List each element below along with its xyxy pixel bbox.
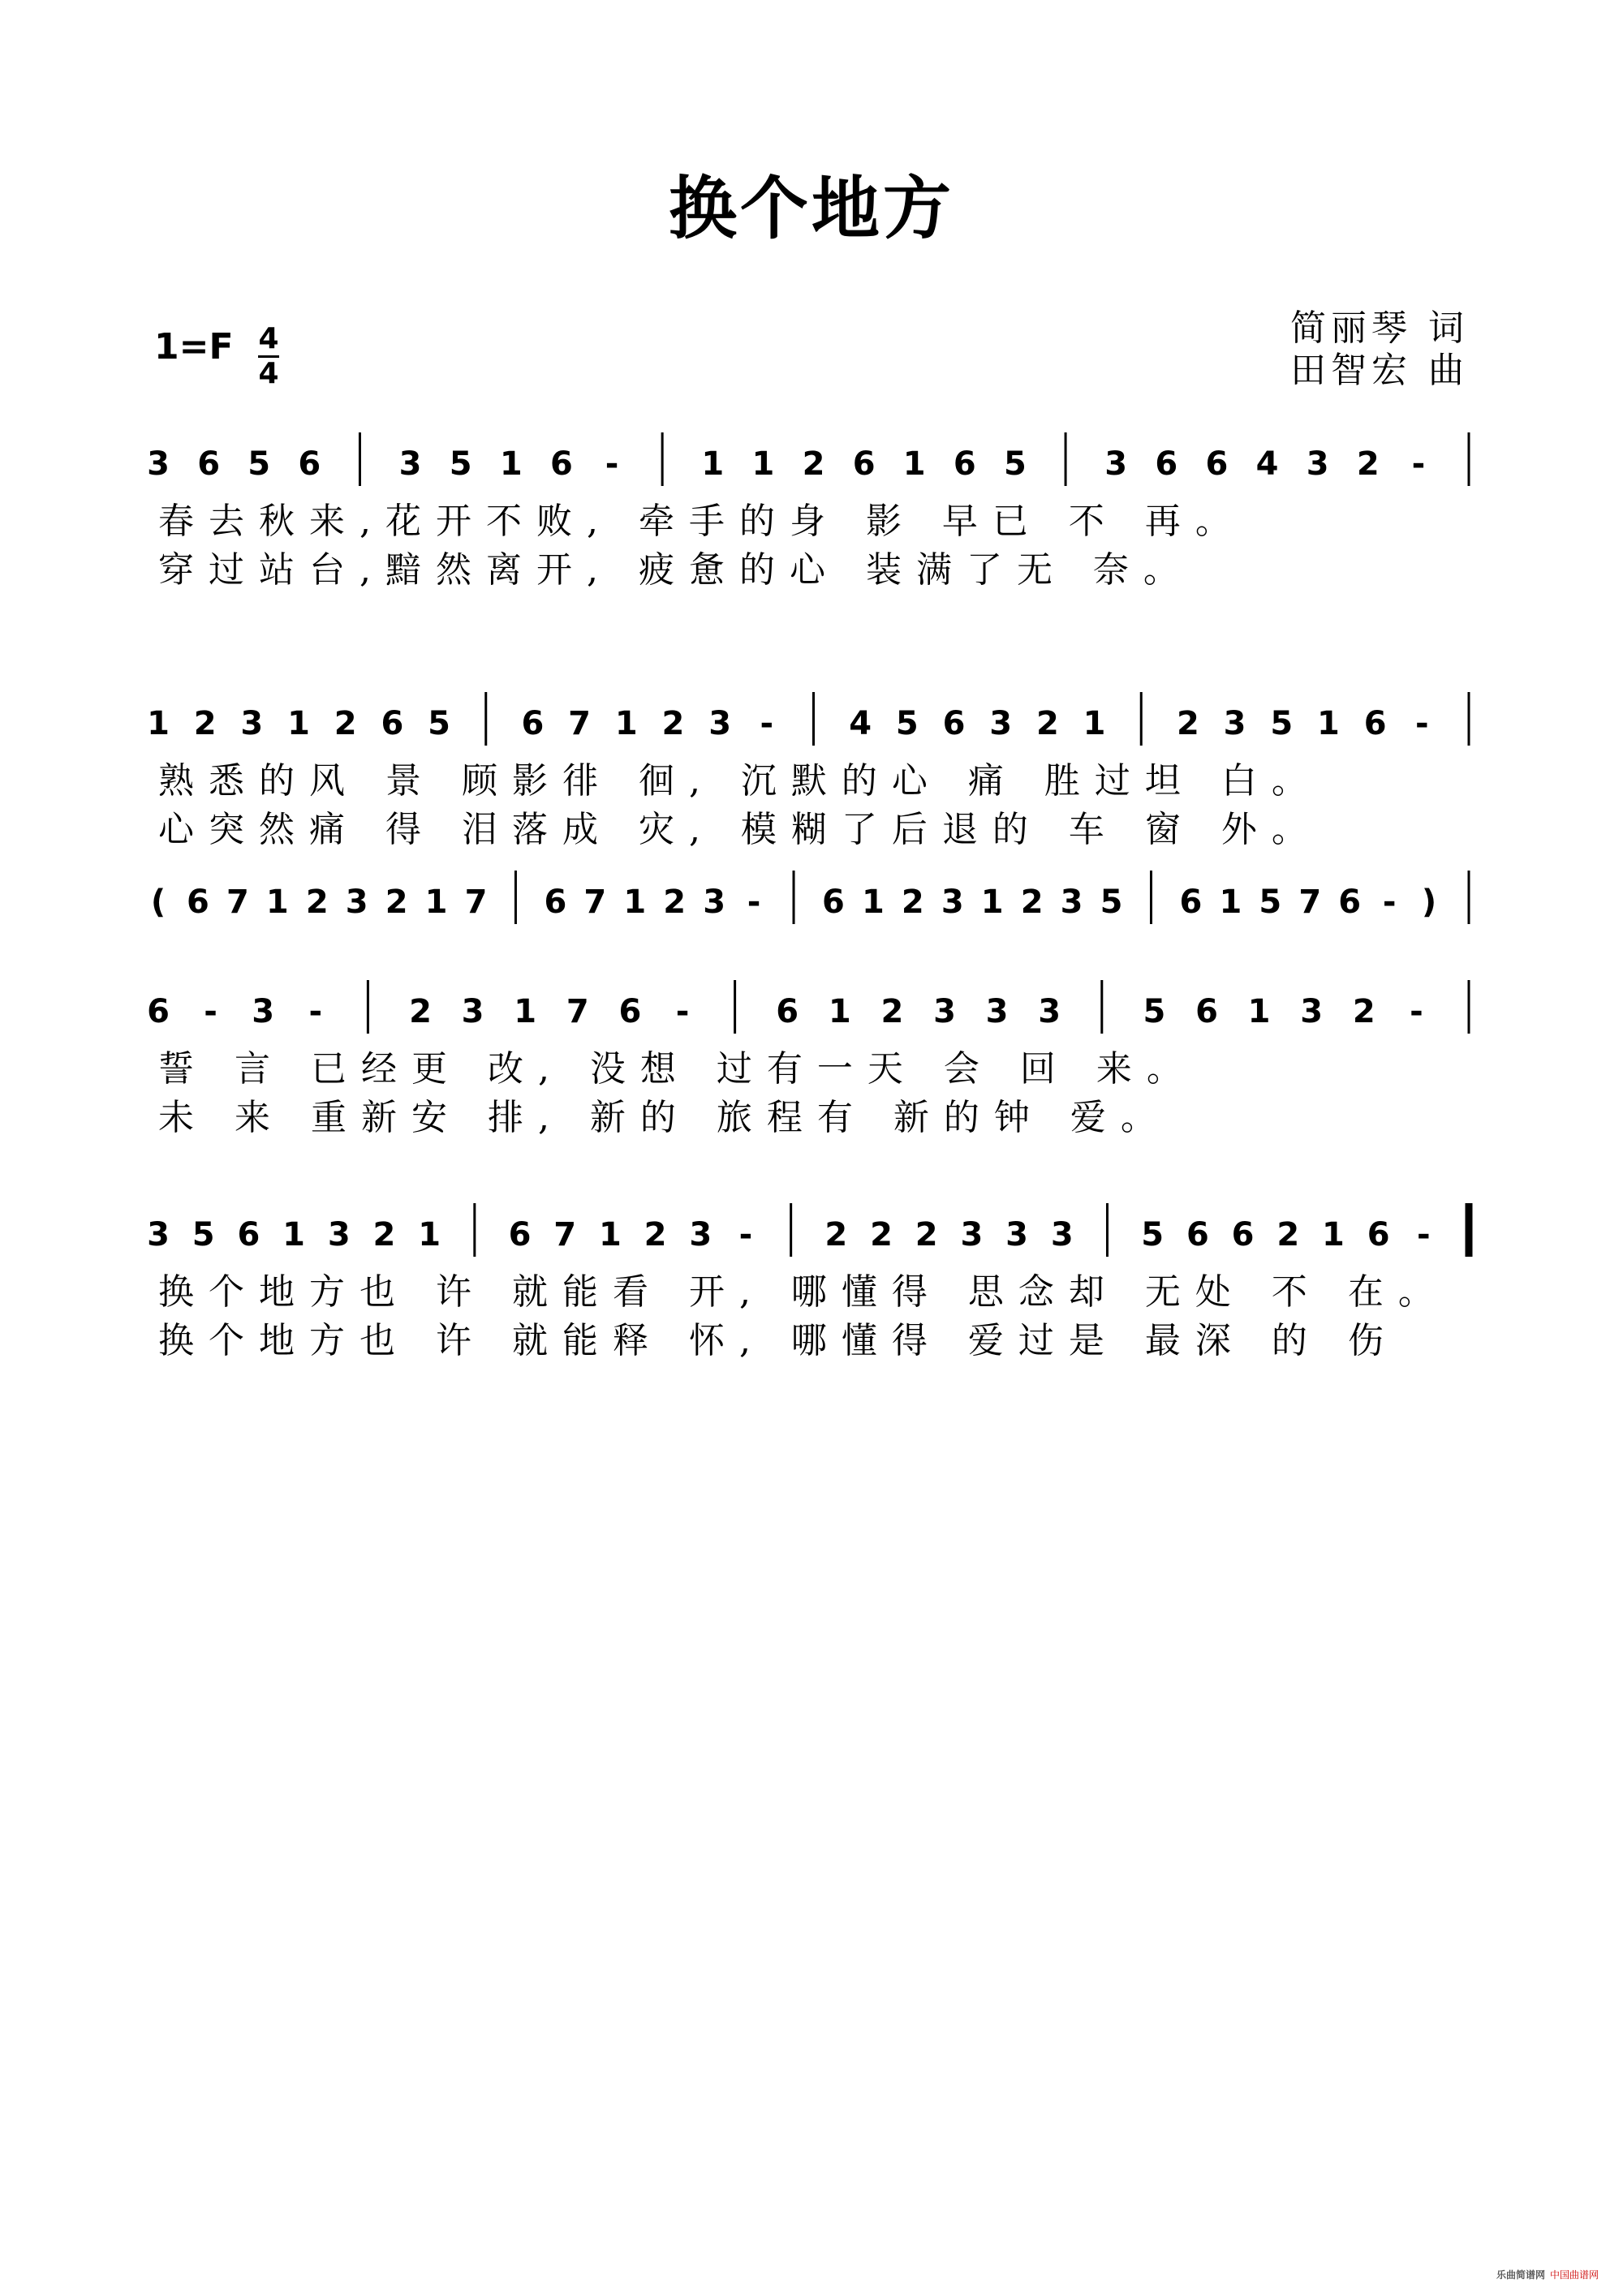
note: 1 bbox=[902, 445, 926, 483]
note: 6 bbox=[1367, 1216, 1390, 1253]
note: 2 bbox=[802, 445, 825, 483]
note: 2 bbox=[1352, 993, 1375, 1030]
note: 6 bbox=[237, 1216, 260, 1253]
footer-left-text: 乐曲简谱网 bbox=[1496, 2269, 1545, 2281]
note: 3 bbox=[960, 1216, 984, 1253]
lyric-line: 心突然痛 得 泪落成 灾, 模糊了后退的 车 窗 外。 bbox=[158, 809, 1322, 850]
note: 4 bbox=[1255, 445, 1279, 483]
note: 6 bbox=[187, 884, 209, 921]
song-title: 换个地方 bbox=[668, 168, 954, 248]
note: 2 bbox=[385, 884, 408, 921]
note: 1 bbox=[1317, 705, 1340, 742]
note: - bbox=[204, 993, 217, 1030]
note: 6 bbox=[544, 884, 567, 921]
note: 6 bbox=[822, 884, 845, 921]
note: 6 bbox=[1195, 993, 1218, 1030]
note: 6 bbox=[1363, 705, 1387, 742]
note: 7 bbox=[553, 1216, 577, 1253]
note: 3 bbox=[1060, 884, 1083, 921]
note: 2 bbox=[824, 1216, 848, 1253]
note: 6 bbox=[1179, 884, 1203, 921]
note: 6 bbox=[1231, 1216, 1255, 1253]
note: 1 bbox=[861, 884, 885, 921]
note: 2 bbox=[661, 705, 685, 742]
note: 5 bbox=[895, 705, 919, 742]
note: 4 bbox=[849, 705, 872, 742]
note: 5 bbox=[1141, 1216, 1165, 1253]
note: 2 bbox=[644, 1216, 667, 1253]
note: - bbox=[675, 993, 690, 1030]
note: 1 bbox=[1247, 993, 1271, 1030]
lyric-line: 穿过站台,黯然离开, 疲惫的心 装满了无 奈。 bbox=[158, 549, 1194, 591]
note: - bbox=[1410, 993, 1423, 1030]
note: 2 bbox=[334, 705, 357, 742]
lyric-line: 未 来 重新安 排, 新的 旅程有 新的钟 爱。 bbox=[158, 1097, 1171, 1138]
lyric-line: 誓 言 已经更 改, 没想 过有一天 会 回 来。 bbox=[158, 1048, 1197, 1090]
note: 1 bbox=[701, 445, 725, 483]
note: 5 bbox=[192, 1216, 215, 1253]
note: 2 bbox=[1035, 705, 1059, 742]
note: 1 bbox=[147, 705, 170, 742]
note: 1 bbox=[614, 705, 638, 742]
note: 2 bbox=[1276, 1216, 1300, 1253]
note: 3 bbox=[461, 993, 484, 1030]
note: 6 bbox=[618, 993, 642, 1030]
lyric-line: 春去秋来,花开不败, 牵手的身 影 早已 不 再。 bbox=[158, 501, 1246, 542]
note: ) bbox=[1421, 884, 1437, 921]
note: 5 bbox=[248, 445, 271, 483]
note: 7 bbox=[1298, 884, 1322, 921]
note: 6 bbox=[298, 445, 321, 483]
note: 3 bbox=[1223, 705, 1246, 742]
lyric-line: 换个地方也 许 就能看 开, 哪懂得 思念却 无处 不 在。 bbox=[158, 1271, 1449, 1313]
note: 3 bbox=[933, 993, 956, 1030]
note: 6 bbox=[776, 993, 799, 1030]
note: 6 bbox=[1186, 1216, 1209, 1253]
note: 3 bbox=[252, 993, 275, 1030]
note: 1 bbox=[514, 993, 537, 1030]
note: 1 bbox=[1219, 884, 1242, 921]
note: 6 bbox=[508, 1216, 532, 1253]
note: 1 bbox=[265, 884, 289, 921]
note: 1 bbox=[1322, 1216, 1345, 1253]
note: 3 bbox=[147, 445, 170, 483]
note: 3 bbox=[147, 1216, 170, 1253]
note: 2 bbox=[1356, 445, 1380, 483]
note: 6 bbox=[197, 445, 221, 483]
site-footer bbox=[1496, 2268, 1599, 2281]
note: 5 bbox=[1100, 884, 1123, 921]
note: 7 bbox=[226, 884, 249, 921]
note: - bbox=[1415, 705, 1429, 742]
note: 5 bbox=[1259, 884, 1282, 921]
note: 3 bbox=[703, 884, 726, 921]
note: 6 bbox=[852, 445, 876, 483]
note: 1 bbox=[828, 993, 851, 1030]
note: 3 bbox=[708, 705, 732, 742]
note: 6 bbox=[1205, 445, 1229, 483]
note: 5 bbox=[449, 445, 472, 483]
note: 5 bbox=[1270, 705, 1294, 742]
note: 3 bbox=[345, 884, 368, 921]
note: - bbox=[747, 884, 761, 921]
time-signature-bottom: 4 bbox=[258, 357, 279, 390]
note: 6 bbox=[147, 993, 170, 1030]
note: 1 bbox=[980, 884, 1004, 921]
note: 2 bbox=[880, 993, 904, 1030]
note: 3 bbox=[240, 705, 264, 742]
note: 1 bbox=[418, 1216, 441, 1253]
note: 1 bbox=[287, 705, 310, 742]
note: - bbox=[1382, 884, 1397, 921]
note: 6 bbox=[550, 445, 573, 483]
note: 1 bbox=[282, 1216, 305, 1253]
note: - bbox=[1417, 1216, 1431, 1253]
note: - bbox=[1411, 445, 1426, 483]
note: 3 bbox=[1050, 1216, 1074, 1253]
note: 3 bbox=[398, 445, 422, 483]
note: 7 bbox=[464, 884, 488, 921]
note: 2 bbox=[305, 884, 329, 921]
note: - bbox=[738, 1216, 753, 1253]
note: 2 bbox=[663, 884, 687, 921]
lyric-line: 换个地方也 许 就能释 怀, 哪懂得 爱过是 最深 的 伤 bbox=[158, 1320, 1398, 1361]
note: 1 bbox=[751, 445, 775, 483]
note: 2 bbox=[193, 705, 217, 742]
note: 1 bbox=[623, 884, 647, 921]
note: ( bbox=[150, 884, 166, 921]
lyricist-credit: 简丽琴 词 bbox=[1290, 307, 1469, 349]
note: 3 bbox=[1104, 445, 1128, 483]
note: 1 bbox=[1083, 705, 1106, 742]
note: 3 bbox=[1038, 993, 1061, 1030]
note: 7 bbox=[566, 993, 589, 1030]
footer-right-text: 中国曲谱网 bbox=[1549, 2269, 1599, 2281]
note: 2 bbox=[1020, 884, 1044, 921]
note: 6 bbox=[521, 705, 545, 742]
note: 6 bbox=[381, 705, 404, 742]
note: 3 bbox=[985, 993, 1009, 1030]
note: 3 bbox=[941, 884, 964, 921]
note: 3 bbox=[327, 1216, 351, 1253]
note: 5 bbox=[1143, 993, 1166, 1030]
note: 2 bbox=[1177, 705, 1199, 742]
note: 1 bbox=[424, 884, 448, 921]
note: 2 bbox=[915, 1216, 938, 1253]
note: 3 bbox=[1300, 993, 1324, 1030]
note: 1 bbox=[499, 445, 523, 483]
note: 6 bbox=[1155, 445, 1178, 483]
lyric-line: 熟悉的风 景 顾影徘 徊, 沉默的心 痛 胜过坦 白。 bbox=[158, 760, 1322, 802]
note: 7 bbox=[583, 884, 607, 921]
note: 6 bbox=[942, 705, 966, 742]
note: 3 bbox=[1005, 1216, 1029, 1253]
note: 3 bbox=[1306, 445, 1329, 483]
note: 2 bbox=[372, 1216, 396, 1253]
note: - bbox=[605, 445, 619, 483]
note: 2 bbox=[409, 993, 432, 1030]
note: - bbox=[760, 705, 774, 742]
note: 7 bbox=[568, 705, 592, 742]
time-signature-top: 4 bbox=[258, 322, 279, 355]
note: 5 bbox=[428, 705, 450, 742]
note: 5 bbox=[1004, 445, 1027, 483]
note: 2 bbox=[870, 1216, 893, 1253]
note: 6 bbox=[1338, 884, 1362, 921]
note: 3 bbox=[989, 705, 1013, 742]
note: 3 bbox=[689, 1216, 712, 1253]
note: 2 bbox=[901, 884, 924, 921]
note: 1 bbox=[598, 1216, 622, 1253]
composer-credit: 田智宏 曲 bbox=[1290, 350, 1469, 391]
key-signature: 1=F bbox=[154, 326, 234, 368]
note: 6 bbox=[953, 445, 976, 483]
note: - bbox=[308, 993, 323, 1030]
